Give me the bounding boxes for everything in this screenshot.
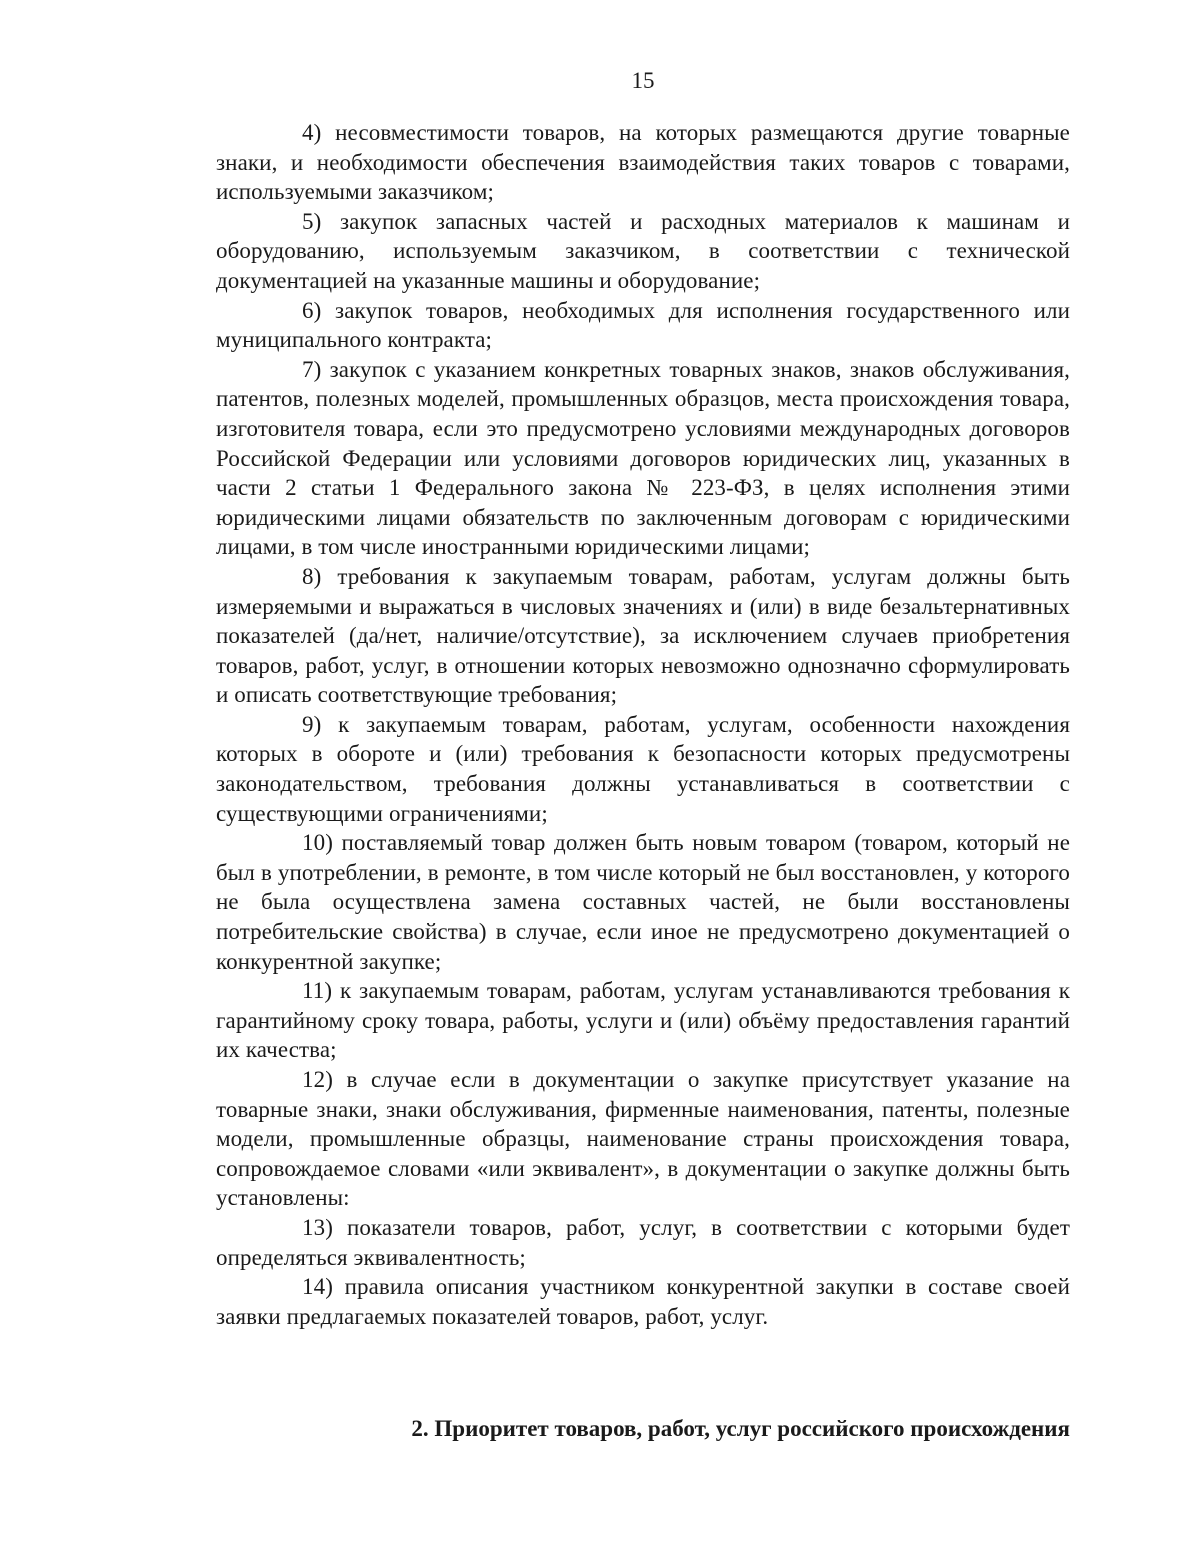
list-item-5: 5) закупок запасных частей и расходных материалов к машинам и оборудованию, используемым заказчиком, в соответствии с технической документацией на указанные машины и оборудование; [216, 208, 1070, 293]
list-item-14: 14) правила описания участником конкурентной закупки в составе своей заявки предлагаемых показателей товаров, работ, услуг. [216, 1274, 1070, 1329]
list-item-9: 9) к закупаемым товарам, работам, услугам, особенности нахождения которых в обороте и (или) требования к безопасности которых предусмотрены законодательством, требования должны устанавливаться в соответствии с существующими ограничениями; [216, 711, 1070, 826]
list-item-6: 6) закупок товаров, необходимых для исполнения государственного или муниципального контракта; [216, 297, 1070, 353]
list-item-10: 10) поставляемый товар должен быть новым товаром (товаром, который не был в употреблении, в ремонте, в том числе который не был восстановлен, у которого не была осуществлена замена составных частей, не были восстановлены потребительские свойства) в случае, если иное не предусмотрено документацией о конкурентной закупке; [216, 830, 1070, 974]
list-item-12: 12) в случае если в документации о закупке присутствует указание на товарные знаки, знаки обслуживания, фирменные наименования, патенты, полезные модели, промышленные образцы, наименование страны происхождения товара, сопровождаемое словами «или эквивалент», в документации о закупке должны быть установлены: [216, 1067, 1070, 1211]
document-body [216, 118, 1070, 1331]
list-item-4: 4) несовместимости товаров, на которых размещаются другие товарные знаки, и необходимости обеспечения взаимодействия таких товаров с товарами, используемыми заказчиком; [216, 120, 1070, 205]
section-heading: 2. Приоритет товаров, работ, услуг российского происхождения [411, 1416, 1070, 1441]
list-item-7: 7) закупок с указанием конкретных товарных знаков, знаков обслуживания, патентов, полезных моделей, промышленных образцов, места происхождения товара, изготовителя товара, если это предусмотрено условиями международных договоров Российской Федерации или условиями договоров юридических лиц, указанных в части 2 статьи 1 Федерального закона № 223-ФЗ, в целях исполнения этими юридическими лицами обязательств по заключенным договорам с юридическими лицами, в том числе иностранными юридическими лицами; [216, 356, 1070, 560]
list-item-8: 8) требования к закупаемым товарам, работам, услугам должны быть измеряемыми и выражаться в числовых значениях и (или) в виде безальтернативных показателей (да/нет, наличие/отсутствие), за исключением случаев приобретения товаров, работ, услуг, в отношении которых невозможно однозначно сформулировать и описать соответствующие требования; [216, 563, 1070, 708]
list-item-13: 13) показатели товаров, работ, услуг, в соответствии с которыми будет определяться эквивалентность; [216, 1214, 1070, 1270]
page-number: 15 [631, 68, 655, 93]
list-item-11: 11) к закупаемым товарам, работам, услугам устанавливаются требования к гарантийному сроку товара, работы, услуги и (или) объёму предоставления гарантий их качества; [216, 978, 1070, 1063]
